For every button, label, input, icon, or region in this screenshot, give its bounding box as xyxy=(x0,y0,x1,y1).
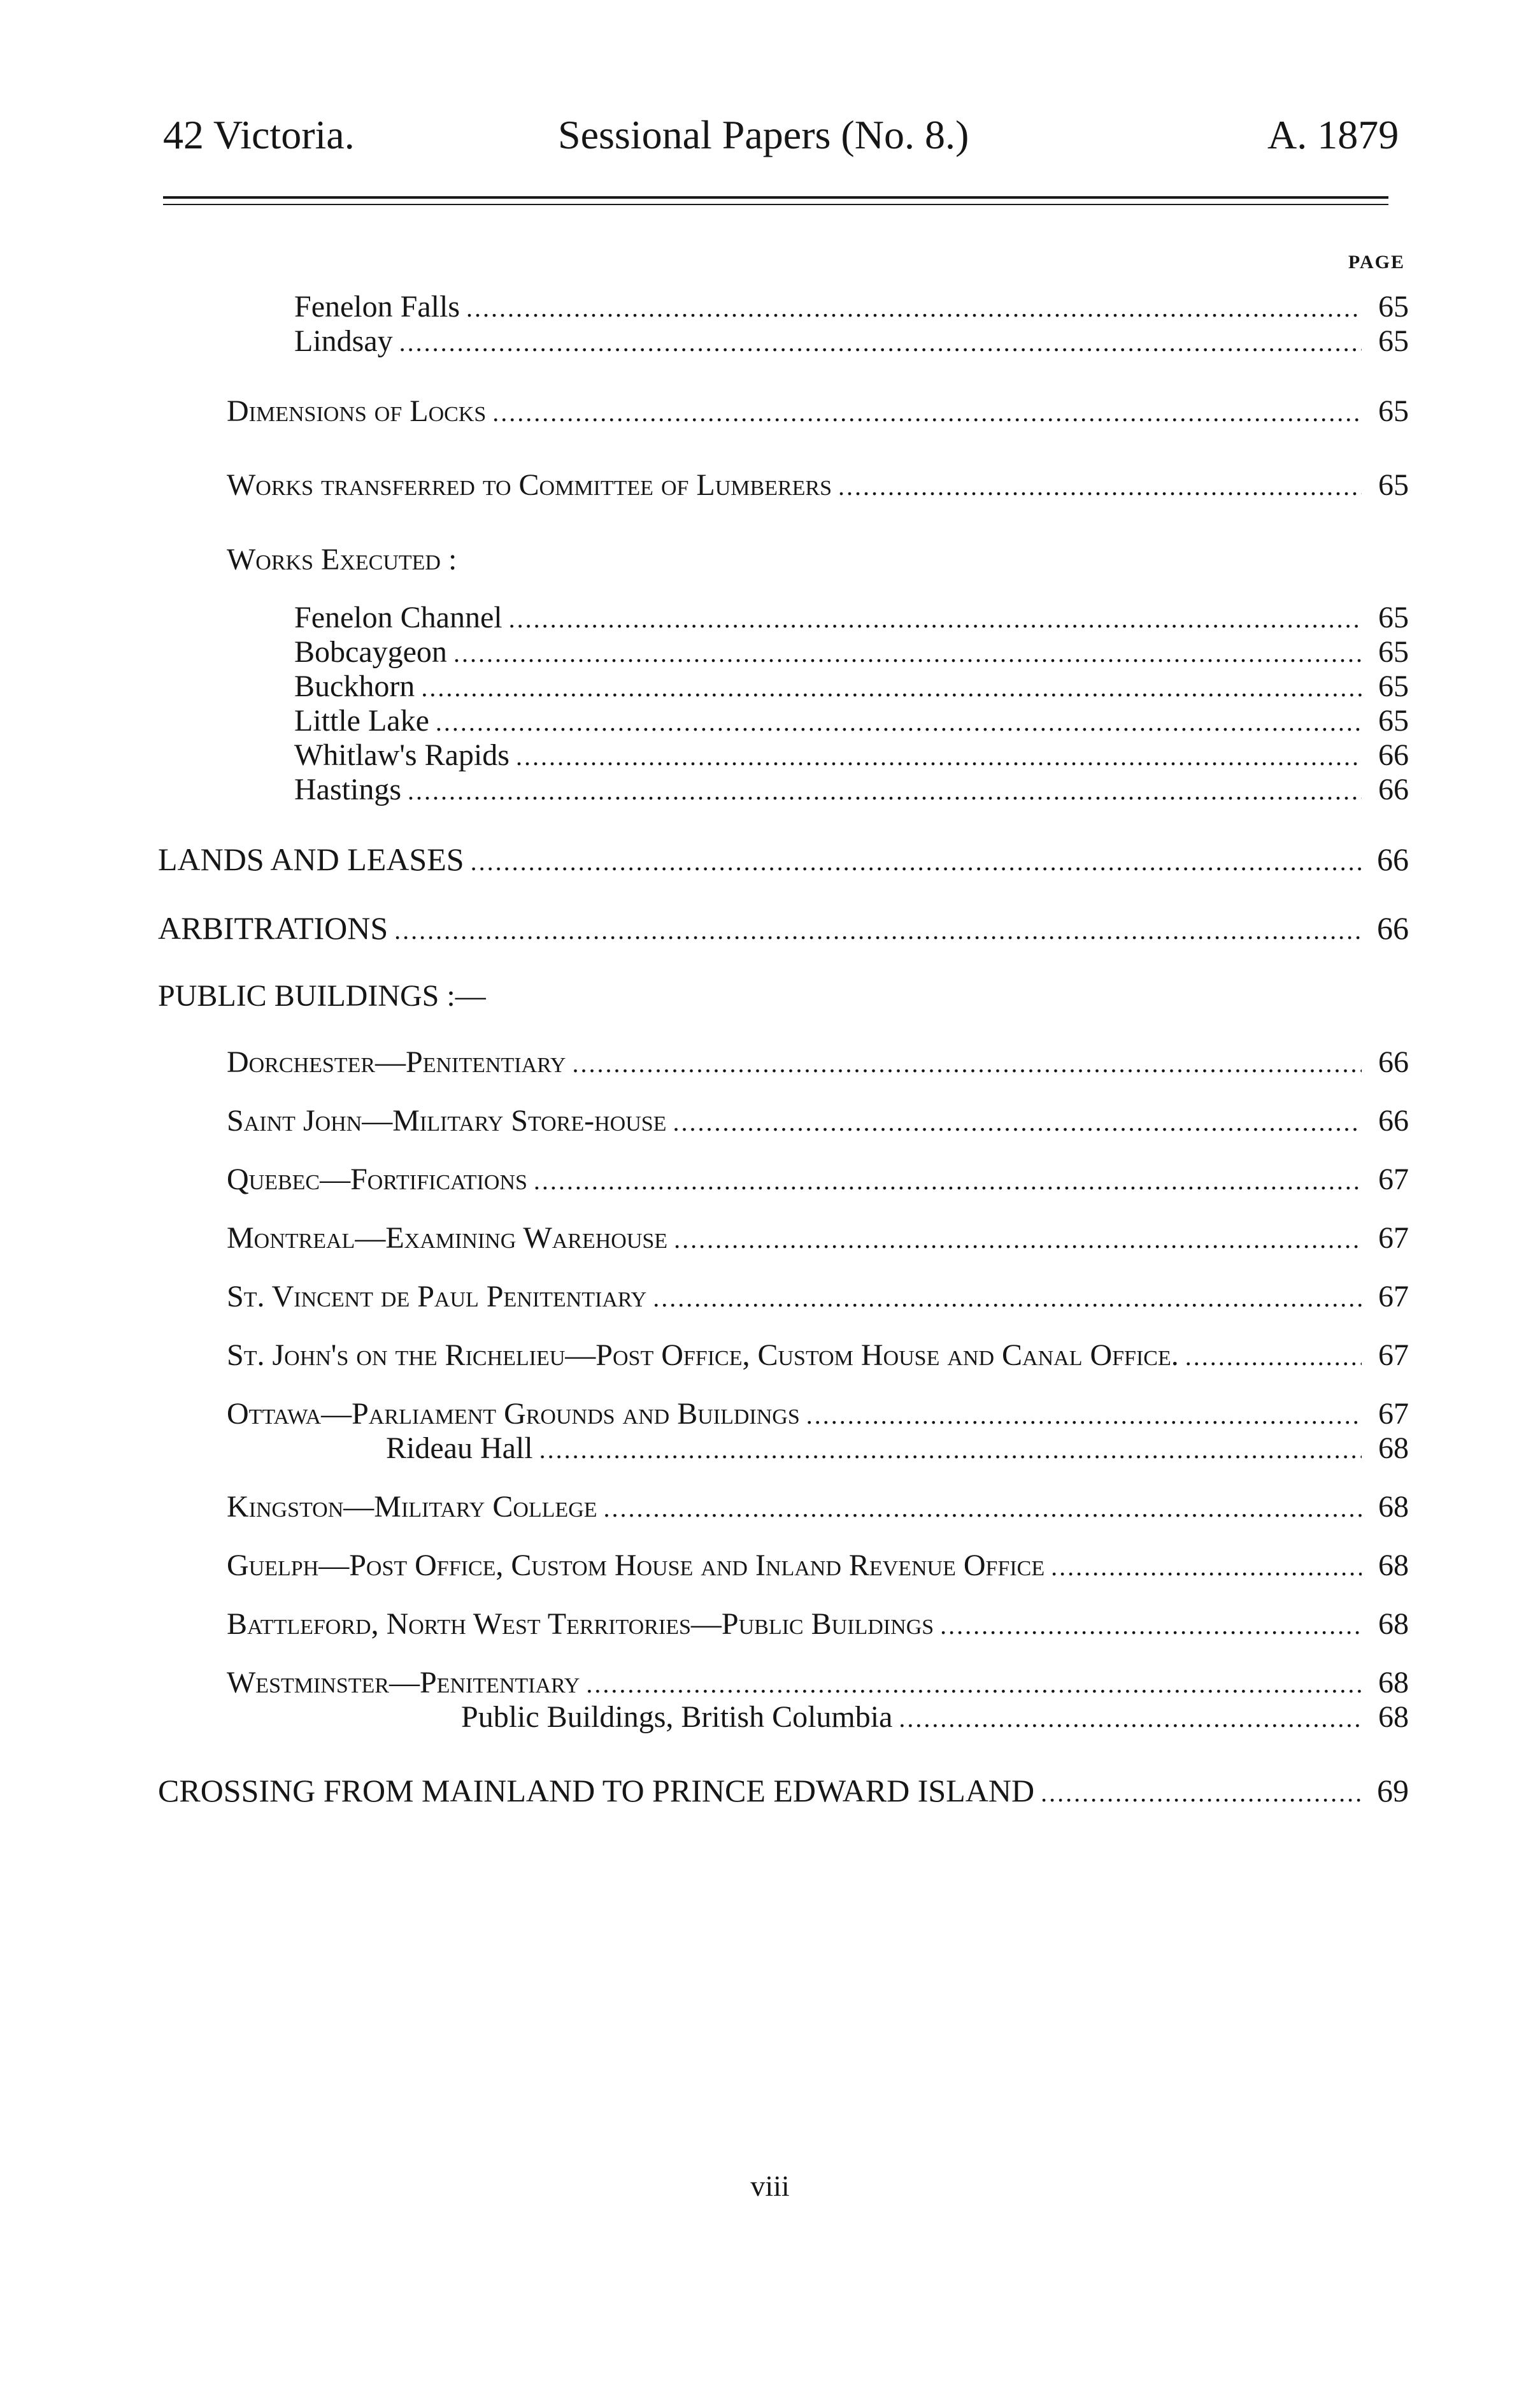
leader-dots xyxy=(399,330,1362,355)
toc-entry-page: 65 xyxy=(1378,669,1409,703)
toc-entry-text: Fenelon Falls xyxy=(294,290,460,324)
toc-entry xyxy=(227,1668,1409,1698)
leader-dots xyxy=(806,1403,1362,1428)
toc-entry-text: Saint John—Military Store-house xyxy=(227,1104,667,1138)
toc-entry xyxy=(294,292,1409,322)
toc-entry-text: Kingston—Military College xyxy=(227,1490,597,1524)
toc-entry-page: 67 xyxy=(1378,1397,1409,1431)
toc-entry-page: 66 xyxy=(1377,910,1409,946)
toc-entry-text: Lindsay xyxy=(294,324,393,358)
toc-entry-text: Bobcaygeon xyxy=(294,635,447,669)
toc-entry xyxy=(158,843,1409,875)
page-column-label: PAGE xyxy=(1348,252,1405,273)
leader-dots xyxy=(1185,1344,1362,1370)
leader-dots xyxy=(539,1437,1362,1463)
toc-entry-text: Rideau Hall xyxy=(386,1431,533,1465)
leader-dots xyxy=(838,474,1362,499)
header-rule-top xyxy=(163,196,1388,199)
toc-entry xyxy=(294,775,1409,805)
leader-dots xyxy=(534,1168,1362,1194)
toc-entry-text: St. Vincent de Paul Penitentiary xyxy=(227,1280,647,1313)
toc-entry xyxy=(227,470,1409,501)
toc-entry xyxy=(227,1492,1409,1522)
toc-entry xyxy=(294,637,1409,668)
toc-entry-page: 67 xyxy=(1378,1163,1409,1196)
toc-entry-page: 65 xyxy=(1378,324,1409,358)
toc-entry-text: LANDS AND LEASES xyxy=(158,841,464,877)
header-title: Sessional Papers (No. 8.) xyxy=(558,112,969,157)
toc-entry-page: 65 xyxy=(1378,290,1409,324)
toc-entry xyxy=(294,740,1409,771)
toc-entry-page: 67 xyxy=(1378,1338,1409,1372)
page-number: viii xyxy=(750,2170,790,2202)
toc-entry-page: 68 xyxy=(1378,1666,1409,1699)
toc-entry-page: 66 xyxy=(1378,1045,1409,1079)
leader-dots xyxy=(509,606,1362,632)
toc-entry-page: 66 xyxy=(1378,738,1409,772)
leader-dots xyxy=(436,710,1362,735)
leader-dots xyxy=(572,1051,1362,1077)
toc-entry-page: 65 xyxy=(1378,468,1409,502)
toc-entry-text: Buckhorn xyxy=(294,669,415,703)
leader-dots xyxy=(940,1613,1362,1638)
toc-entry-page: 68 xyxy=(1378,1700,1409,1734)
toc-entry xyxy=(158,1775,1409,1807)
toc-entry xyxy=(227,396,1409,427)
toc-entry-page: 69 xyxy=(1377,1773,1409,1808)
toc-entry-text: Battleford, North West Territories—Public Buildings xyxy=(227,1607,934,1641)
toc-entry xyxy=(227,1609,1409,1640)
toc-entry-text: St. John's on the Richelieu—Post Office, Custom House and Canal Office. xyxy=(227,1338,1179,1372)
toc-entry xyxy=(227,1106,1409,1136)
toc-entry xyxy=(294,326,1409,357)
toc-entry xyxy=(294,706,1409,736)
toc-entry-text: Ottawa—Parliament Grounds and Buildings xyxy=(227,1397,800,1431)
toc-entry xyxy=(227,1340,1409,1371)
leader-dots xyxy=(604,1496,1362,1521)
toc-entry-text: Quebec—Fortifications xyxy=(227,1163,527,1196)
toc-entry-page: 66 xyxy=(1378,1104,1409,1138)
section-subheading: Works Executed : xyxy=(227,543,457,576)
leader-dots xyxy=(1051,1554,1362,1580)
leader-dots xyxy=(492,400,1362,426)
section-heading: PUBLIC BUILDINGS :— xyxy=(158,979,486,1013)
toc-entry-text: Fenelon Channel xyxy=(294,601,503,634)
toc-entry-page: 66 xyxy=(1378,773,1409,806)
leader-dots xyxy=(394,918,1362,943)
toc-entry xyxy=(227,1550,1409,1581)
leader-dots xyxy=(421,675,1362,701)
toc-entry-text: Hastings xyxy=(294,773,401,806)
toc-entry-text: Guelph—Post Office, Custom House and Inland Revenue Office xyxy=(227,1549,1045,1582)
toc-entry xyxy=(461,1702,1409,1733)
leader-dots xyxy=(471,849,1362,875)
leader-dots xyxy=(1041,1780,1362,1806)
toc-entry-page: 66 xyxy=(1377,841,1409,877)
toc-entry-text: ARBITRATIONS xyxy=(158,910,389,946)
toc-entry xyxy=(227,1223,1409,1254)
toc-entry-text: Montreal—Examining Warehouse xyxy=(227,1221,668,1255)
toc-entry xyxy=(386,1433,1409,1464)
toc-entry xyxy=(294,671,1409,702)
toc-entry xyxy=(227,1047,1409,1078)
toc-entry xyxy=(227,1399,1409,1429)
leader-dots xyxy=(673,1110,1362,1135)
toc-entry-text: Dimensions of Locks xyxy=(227,394,487,428)
leader-dots xyxy=(453,641,1362,666)
header-year: A. 1879 xyxy=(1267,112,1399,157)
leader-dots xyxy=(899,1706,1362,1731)
toc-entry-page: 67 xyxy=(1378,1221,1409,1255)
toc-entry-page: 65 xyxy=(1378,601,1409,634)
toc-entry-text: Westminster—Penitentiary xyxy=(227,1666,580,1699)
toc-entry-page: 68 xyxy=(1378,1490,1409,1524)
toc-entry xyxy=(227,1164,1409,1195)
leader-dots xyxy=(586,1671,1362,1697)
toc-entry xyxy=(294,603,1409,633)
toc-entry-text: Works transferred to Committee of Lumberers xyxy=(227,468,832,502)
toc-entry-text: Whitlaw's Rapids xyxy=(294,738,510,772)
leader-dots xyxy=(516,744,1362,769)
header-volume: 42 Victoria. xyxy=(163,112,355,157)
toc-entry-text: Dorchester—Penitentiary xyxy=(227,1045,566,1079)
header-rule-bottom xyxy=(163,204,1388,205)
toc-entry xyxy=(227,1282,1409,1312)
toc-entry-text: Public Buildings, British Columbia xyxy=(461,1700,893,1734)
toc-entry-page: 65 xyxy=(1378,635,1409,669)
toc-entry-page: 65 xyxy=(1378,704,1409,738)
toc-entry-page: 65 xyxy=(1378,394,1409,428)
leader-dots xyxy=(408,778,1362,804)
toc-entry xyxy=(158,912,1409,944)
toc-entry-text: CROSSING FROM MAINLAND TO PRINCE EDWARD ISLAND xyxy=(158,1773,1035,1808)
toc-entry-page: 68 xyxy=(1378,1607,1409,1641)
toc-entry-page: 68 xyxy=(1378,1549,1409,1582)
leader-dots xyxy=(674,1227,1362,1252)
toc-entry-text: Little Lake xyxy=(294,704,429,738)
leader-dots xyxy=(466,296,1362,321)
toc-entry-page: 68 xyxy=(1378,1431,1409,1465)
leader-dots xyxy=(653,1285,1362,1311)
toc-entry-page: 67 xyxy=(1378,1280,1409,1313)
